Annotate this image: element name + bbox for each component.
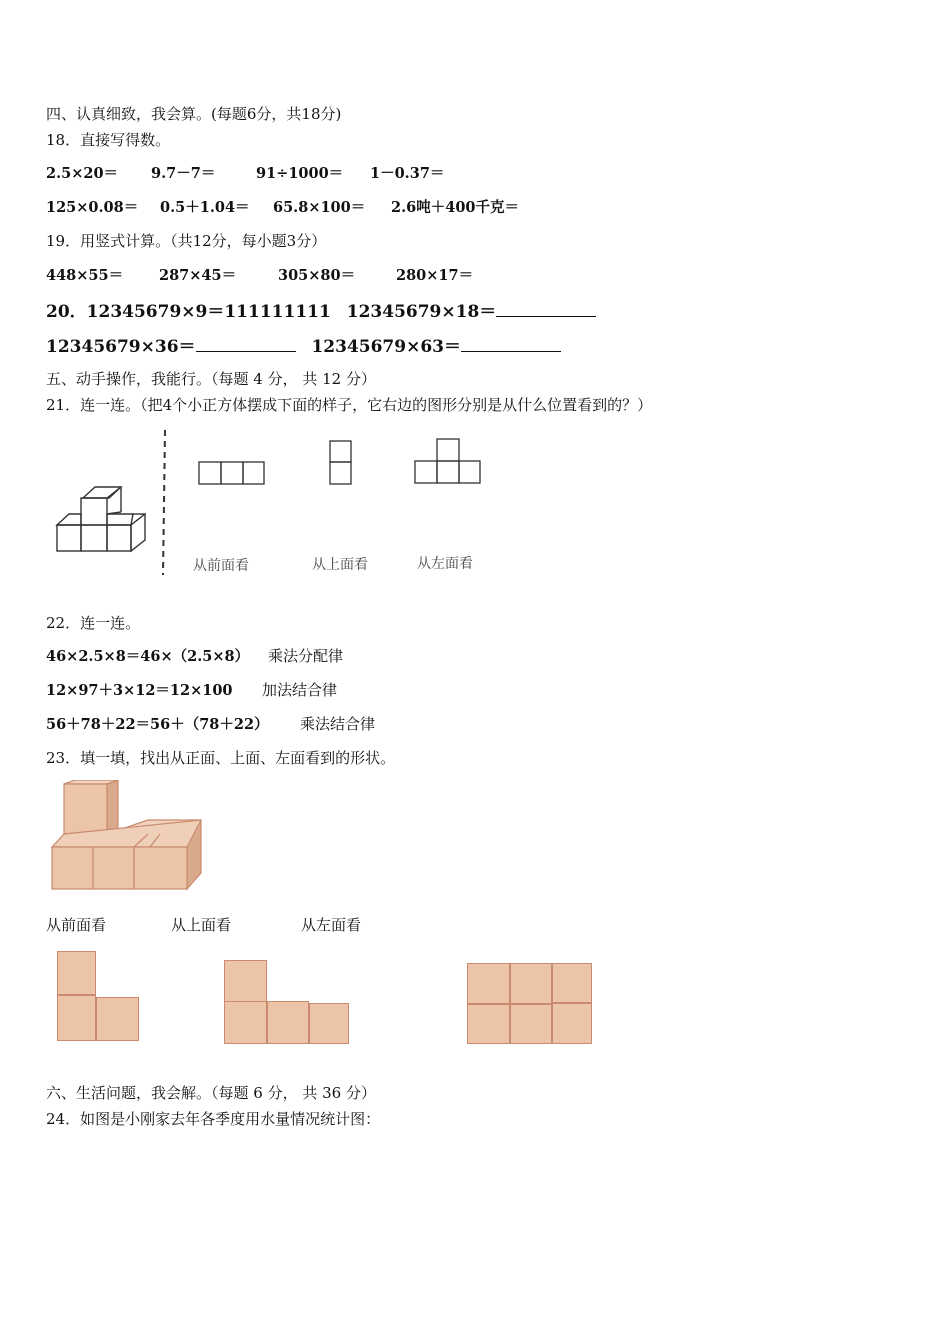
q22-law[interactable]: 乘法结合律 <box>300 715 376 733</box>
q18-item: 65.8×100＝ <box>273 199 366 216</box>
view-caption-top[interactable]: 从上面看 <box>312 557 368 573</box>
q20-question-63: 12345679×63＝ <box>311 337 461 357</box>
q22-expression[interactable]: 56＋78＋22＝56＋（78＋22） <box>46 716 269 733</box>
q23-label-left: 从左面看 <box>301 916 362 934</box>
q23-title: 23．填一填，找出从正面、上面、左面看到的形状。 <box>46 749 396 767</box>
tile <box>57 951 96 995</box>
answer-blank[interactable] <box>496 302 596 317</box>
view-caption-front[interactable]: 从前面看 <box>193 558 249 574</box>
tile <box>224 1001 267 1044</box>
q22-expression[interactable]: 12×97＋3×12＝12×100 <box>46 682 233 699</box>
answer-blank[interactable] <box>461 337 561 352</box>
q23-cube-photo <box>50 780 210 892</box>
section-6-heading: 六、生活问题，我会解。（每题 6 分， 共 36 分） <box>46 1084 376 1102</box>
q22-title: 22．连一连。 <box>46 614 141 632</box>
q18-title: 18．直接写得数。 <box>46 131 171 149</box>
tile <box>309 1003 349 1044</box>
tile <box>267 1001 309 1044</box>
q20-known-equation: 20．12345679×9＝111111111 <box>46 302 331 322</box>
tile <box>552 963 592 1003</box>
view-shape-2[interactable] <box>330 441 351 484</box>
q23-label-front: 从前面看 <box>46 916 107 934</box>
dashed-divider <box>163 430 165 575</box>
answer-blank[interactable] <box>196 337 296 352</box>
q24-title: 24．如图是小刚家去年各季度用水量情况统计图： <box>46 1110 381 1128</box>
tile <box>96 997 139 1041</box>
q22-law[interactable]: 乘法分配律 <box>268 647 344 665</box>
view-shapes <box>199 439 480 484</box>
section-5-heading: 五、动手操作，我能行。（每题 4 分， 共 12 分） <box>46 370 376 388</box>
q19-title: 19．用竖式计算。（共12分，每小题3分） <box>46 232 327 250</box>
q23-label-top: 从上面看 <box>171 916 232 934</box>
q20-question-18: 12345679×18＝ <box>346 302 497 322</box>
q22-expression[interactable]: 46×2.5×8＝46×（2.5×8） <box>46 648 250 665</box>
tile <box>510 963 552 1004</box>
view-shape-3[interactable] <box>415 439 480 483</box>
tile <box>510 1004 552 1044</box>
q19-item: 448×55＝ <box>46 267 124 284</box>
q18-item: 1－0.37＝ <box>370 165 445 182</box>
q22-law[interactable]: 加法结合律 <box>262 681 338 699</box>
tile <box>552 1003 592 1044</box>
tile <box>57 995 96 1041</box>
q18-item: 2.6吨＋400千克＝ <box>391 199 519 216</box>
tile <box>224 960 267 1002</box>
q18-item: 91÷1000＝ <box>256 165 344 182</box>
q18-item: 9.7－7＝ <box>151 165 216 182</box>
tile <box>467 1004 510 1044</box>
q20-line-2 <box>46 332 561 357</box>
section-4-heading: 四、认真细致，我会算。(每题6分，共18分) <box>46 105 342 123</box>
q19-item: 280×17＝ <box>396 267 474 284</box>
isometric-cube-stack <box>57 487 145 551</box>
q18-item: 2.5×20＝ <box>46 165 119 182</box>
view-shape-1[interactable] <box>199 462 264 484</box>
q20-question-36: 12345679×36＝ <box>46 337 196 357</box>
q19-item: 287×45＝ <box>159 267 237 284</box>
q20-line-1 <box>46 297 596 322</box>
q18-item: 125×0.08＝ <box>46 199 139 216</box>
colored-cube-stack <box>52 780 201 889</box>
q19-item: 305×80＝ <box>278 267 356 284</box>
view-caption-left[interactable]: 从左面看 <box>417 556 473 572</box>
q21-title: 21．连一连。（把4个小正方体摆成下面的样子，它右边的图形分别是从什么位置看到的？） <box>46 396 653 414</box>
q18-item: 0.5＋1.04＝ <box>160 199 250 216</box>
tile <box>467 963 510 1004</box>
